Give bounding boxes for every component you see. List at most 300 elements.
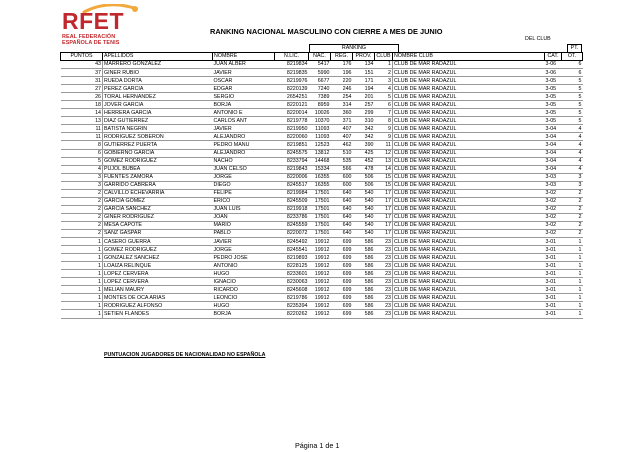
cell-ot: 5 [578, 93, 582, 100]
cell-nombre-club: CLUB DE MAR RADAZUL [393, 117, 545, 125]
cell-apellidos: GINER RUBIO [103, 69, 213, 77]
cell-nlic: 8219843 [286, 166, 308, 173]
cell-nombre-club: CLUB DE MAR RADAZUL [393, 173, 545, 181]
cell-prov: 342 [364, 125, 374, 132]
cell-apellidos: LOAIZA RELINQUE [103, 262, 213, 270]
cell-cat: 3-05 [545, 77, 557, 84]
table-row [61, 254, 583, 262]
cell-reg: 699 [342, 278, 352, 285]
cell-apellidos: GARCIA SANCHEZ [103, 205, 213, 213]
cell-ot: 1 [578, 246, 582, 253]
ranking-group-header: RANKING [309, 44, 399, 52]
cell-apellidos: SETIEN FLANDES [103, 310, 213, 318]
cell-nlic: 8235394 [286, 302, 308, 309]
cell-nac: 16355 [314, 182, 330, 189]
cell-puntos: 5 [98, 158, 101, 165]
col-puntos: PUNTOS [61, 53, 103, 61]
cell-club: 17 [385, 190, 391, 197]
cell-puntos: 3 [98, 182, 101, 189]
cell-prov: 540 [364, 230, 374, 237]
cell-nlic: 2654251 [286, 93, 308, 100]
table-row [61, 205, 583, 213]
cell-nac: 19912 [314, 238, 330, 245]
cell-apellidos: GOBIERNO GARCIA [103, 149, 213, 157]
cell-apellidos: HERRERA GARCIA [103, 109, 213, 117]
cell-puntos: 31 [95, 77, 101, 84]
cell-nlic: 8220060 [286, 133, 308, 140]
cell-prov: 299 [364, 109, 374, 116]
cell-prov: 201 [364, 93, 374, 100]
cell-nombre: RICARDO [213, 286, 238, 293]
logo-text: RFET [62, 8, 125, 34]
cell-cat: 3-01 [545, 310, 557, 317]
cell-reg: 640 [342, 198, 352, 205]
cell-reg: 246 [342, 85, 352, 92]
cell-puntos: 2 [98, 198, 101, 205]
cell-apellidos: MONTES DE OCA ARIAS [103, 294, 213, 302]
cell-apellidos: TORAL HERNANDEZ [103, 93, 213, 101]
cell-reg: 699 [342, 310, 352, 317]
cell-prov: 586 [364, 238, 374, 245]
cell-reg: 640 [342, 206, 352, 213]
cell-nombre-club: CLUB DE MAR RADAZUL [393, 141, 545, 149]
cell-prov: 171 [364, 77, 374, 84]
cell-club: 23 [385, 278, 391, 285]
cell-club: 23 [385, 254, 391, 261]
cell-reg: 640 [342, 230, 352, 237]
cell-nlic: 8233786 [286, 214, 308, 221]
cell-ot: 1 [578, 262, 582, 269]
cell-nlic: 8219976 [286, 77, 308, 84]
col-prov: PROV. [353, 53, 375, 61]
cell-nac: 17501 [314, 190, 330, 197]
cell-apellidos: MESA CAPOTE [103, 221, 213, 229]
cell-nombre-club: CLUB DE MAR RADAZUL [393, 181, 545, 189]
cell-nombre-club: CLUB DE MAR RADAZUL [393, 77, 545, 85]
cell-prov: 342 [364, 133, 374, 140]
cell-nombre: JAVIER [213, 125, 232, 132]
cell-cat: 3-01 [545, 254, 557, 261]
cell-prov: 478 [364, 166, 374, 173]
cell-ot: 3 [578, 182, 582, 189]
table-row [61, 221, 583, 229]
table-row [61, 61, 583, 69]
cell-ot: 4 [578, 166, 582, 173]
cell-prov: 506 [364, 174, 374, 181]
cell-puntos: 11 [95, 125, 101, 132]
page-title: RANKING NACIONAL MASCULINO CON CIERRE A MES DE JUNIO [210, 27, 443, 36]
col-nombre: NOMBRE [213, 53, 275, 61]
cell-nombre-club: CLUB DE MAR RADAZUL [393, 278, 545, 286]
cell-puntos: 1 [98, 278, 101, 285]
cell-reg: 196 [342, 69, 352, 76]
cell-club: 6 [388, 101, 391, 108]
cell-ot: 2 [578, 222, 582, 229]
cell-ot: 4 [578, 149, 582, 156]
cell-nombre: PABLO [213, 230, 231, 237]
cell-apellidos: GINER RODRIGUEZ [103, 213, 213, 221]
cell-club: 23 [385, 246, 391, 253]
cell-nac: 19912 [314, 302, 330, 309]
cell-nac: 17501 [314, 222, 330, 229]
cell-nombre: EDGAR [213, 85, 233, 92]
table-row [61, 77, 583, 85]
cell-cat: 3-02 [545, 214, 557, 221]
cell-club: 23 [385, 270, 391, 277]
table-row [61, 165, 583, 173]
table-header-row [61, 53, 583, 61]
table-row [61, 278, 583, 286]
cell-reg: 699 [342, 246, 352, 253]
cell-prov: 586 [364, 310, 374, 317]
table-row [61, 229, 583, 237]
cell-puntos: 37 [95, 69, 101, 76]
cell-nombre-club: CLUB DE MAR RADAZUL [393, 310, 545, 318]
cell-reg: 600 [342, 174, 352, 181]
cell-cat: 3-02 [545, 230, 557, 237]
cell-nac: 17501 [314, 230, 330, 237]
cell-prov: 586 [364, 254, 374, 261]
cell-prov: 310 [364, 117, 374, 124]
cell-cat: 3-01 [545, 262, 557, 269]
cell-ot: 5 [578, 109, 582, 116]
cell-nombre: LEONCIO [213, 294, 238, 301]
cell-club: 1 [388, 61, 391, 68]
table-row [61, 294, 583, 302]
cell-reg: 699 [342, 286, 352, 293]
cell-reg: 360 [342, 109, 352, 116]
logo-subtitle-2: ESPAÑOLA DE TENIS [62, 40, 120, 46]
table-row [61, 101, 583, 109]
cell-cat: 3-02 [545, 198, 557, 205]
cell-nombre: HUGO [213, 270, 230, 277]
cell-puntos: 6 [98, 149, 101, 156]
cell-apellidos: MARRERO GONZALEZ [103, 61, 213, 69]
table-row [61, 69, 583, 77]
cell-cat: 3-03 [545, 182, 557, 189]
cell-nombre: PEDRO JOSE [213, 254, 248, 261]
cell-ot: 4 [578, 141, 582, 148]
cell-nac: 16355 [314, 174, 330, 181]
cell-club: 4 [388, 85, 391, 92]
cell-reg: 407 [342, 125, 352, 132]
cell-nombre: ALEJANDRO [213, 133, 246, 140]
cell-nombre-club: CLUB DE MAR RADAZUL [393, 101, 545, 109]
cell-club: 5 [388, 93, 391, 100]
cell-ot: 6 [578, 69, 582, 76]
cell-nlic: 8220072 [286, 230, 308, 237]
cell-prov: 194 [364, 85, 374, 92]
cell-cat: 3-02 [545, 206, 557, 213]
table-row [61, 302, 583, 310]
cell-reg: 640 [342, 214, 352, 221]
cell-nombre: ANTONIO [213, 262, 238, 269]
cell-puntos: 1 [98, 254, 101, 261]
cell-club: 17 [385, 222, 391, 229]
cell-nac: 19912 [314, 254, 330, 261]
cell-nlic: 8219893 [286, 254, 308, 261]
table-row [61, 93, 583, 101]
cell-nac: 8959 [317, 101, 330, 108]
cell-club: 12 [385, 149, 391, 156]
table-row [61, 173, 583, 181]
cell-ot: 5 [578, 101, 582, 108]
cell-apellidos: GONZALEZ SANCHEZ [103, 254, 213, 262]
cell-nac: 12523 [314, 141, 330, 148]
cell-nombre-club: CLUB DE MAR RADAZUL [393, 61, 545, 69]
cell-nac: 7240 [317, 85, 330, 92]
cell-nac: 17501 [314, 214, 330, 221]
table-row [61, 109, 583, 117]
cell-nac: 14468 [314, 158, 330, 165]
cell-cat: 3-06 [545, 61, 557, 68]
cell-club: 11 [385, 141, 391, 148]
cell-nombre: FELIPE [213, 190, 232, 197]
cell-nombre-club: CLUB DE MAR RADAZUL [393, 165, 545, 173]
cell-cat: 3-04 [545, 158, 557, 165]
cell-apellidos: FUENTES ZAMORA [103, 173, 213, 181]
cell-nombre-club: CLUB DE MAR RADAZUL [393, 254, 545, 262]
cell-nombre: SERGIO [213, 93, 235, 100]
cell-nac: 7389 [317, 93, 330, 100]
cell-nlic: 8219950 [286, 125, 308, 132]
cell-nlic: 8228125 [286, 262, 308, 269]
cell-nombre: ALEJANDRO [213, 149, 246, 156]
cell-puntos: 11 [95, 133, 101, 140]
cell-cat: 3-02 [545, 190, 557, 197]
table-row [61, 125, 583, 133]
cell-nombre-club: CLUB DE MAR RADAZUL [393, 125, 545, 133]
cell-nlic: 8219834 [286, 61, 308, 68]
del-club-label: DEL CLUB [525, 36, 551, 42]
cell-nombre-club: CLUB DE MAR RADAZUL [393, 69, 545, 77]
cell-apellidos: GARCIA GOMEZ [103, 197, 213, 205]
pt-group-header: PT. [567, 44, 582, 52]
cell-nombre: JUAN LUIS [213, 206, 241, 213]
cell-puntos: 18 [95, 101, 101, 108]
cell-apellidos: PEREZ GARCIA [103, 85, 213, 93]
cell-reg: 176 [342, 61, 352, 68]
cell-prov: 506 [364, 182, 374, 189]
cell-club: 23 [385, 310, 391, 317]
cell-club: 23 [385, 302, 391, 309]
cell-club: 14 [385, 166, 391, 173]
cell-nombre: JUAN CELSO [213, 166, 247, 173]
cell-puntos: 14 [95, 109, 101, 116]
cell-nombre: ANTONIO E [213, 109, 243, 116]
cell-reg: 699 [342, 294, 352, 301]
table-row [61, 149, 583, 157]
cell-nlic: 8245541 [286, 246, 308, 253]
cell-reg: 640 [342, 190, 352, 197]
cell-nlic: 8219984 [286, 190, 308, 197]
cell-prov: 540 [364, 206, 374, 213]
cell-nac: 19912 [314, 278, 330, 285]
table-row [61, 189, 583, 197]
cell-club: 8 [388, 117, 391, 124]
table-row [61, 310, 583, 318]
cell-prov: 257 [364, 101, 374, 108]
cell-nombre: IGNACIO [213, 278, 236, 285]
cell-nlic: 8220006 [286, 174, 308, 181]
cell-apellidos: GARRIDO CABRERA [103, 181, 213, 189]
cell-cat: 3-05 [545, 93, 557, 100]
cell-cat: 3-05 [545, 85, 557, 92]
cell-ot: 4 [578, 133, 582, 140]
cell-nombre-club: CLUB DE MAR RADAZUL [393, 133, 545, 141]
cell-club: 23 [385, 238, 391, 245]
cell-prov: 390 [364, 141, 374, 148]
cell-nombre-club: CLUB DE MAR RADAZUL [393, 229, 545, 237]
cell-club: 17 [385, 198, 391, 205]
cell-club: 15 [385, 174, 391, 181]
cell-nlic: 8220121 [286, 101, 308, 108]
cell-nlic: 8220139 [286, 85, 308, 92]
cell-reg: 600 [342, 182, 352, 189]
cell-nombre: OSCAR [213, 77, 233, 84]
cell-ot: 1 [578, 254, 582, 261]
cell-puntos: 1 [98, 286, 101, 293]
cell-club: 9 [388, 125, 391, 132]
table-row [61, 197, 583, 205]
col-ot: OT. [562, 53, 583, 61]
cell-nombre-club: CLUB DE MAR RADAZUL [393, 286, 545, 294]
cell-puntos: 2 [98, 222, 101, 229]
cell-ot: 1 [578, 302, 582, 309]
cell-prov: 586 [364, 302, 374, 309]
cell-prov: 540 [364, 198, 374, 205]
cell-nombre-club: CLUB DE MAR RADAZUL [393, 85, 545, 93]
cell-nlic: 8245509 [286, 198, 308, 205]
cell-ot: 2 [578, 230, 582, 237]
cell-nombre: PEDRO MANU [213, 141, 250, 148]
cell-nac: 19912 [314, 246, 330, 253]
cell-puntos: 1 [98, 238, 101, 245]
table-row [61, 181, 583, 189]
cell-cat: 3-04 [545, 125, 557, 132]
cell-nombre: DIEGO [213, 182, 231, 189]
cell-nac: 10026 [314, 109, 330, 116]
cell-apellidos: RODRIGUEZ SOBERON [103, 133, 213, 141]
cell-nlic: 8233794 [286, 158, 308, 165]
cell-puntos: 43 [95, 61, 101, 68]
cell-nombre-club: CLUB DE MAR RADAZUL [393, 205, 545, 213]
cell-prov: 540 [364, 190, 374, 197]
cell-puntos: 2 [98, 206, 101, 213]
logo-subtitle-1: REAL FEDERACIÓN [62, 34, 116, 40]
cell-cat: 3-01 [545, 286, 557, 293]
cell-prov: 586 [364, 294, 374, 301]
cell-nombre: BORJA [213, 310, 232, 317]
cell-nlic: 8220014 [286, 109, 308, 116]
cell-reg: 699 [342, 302, 352, 309]
col-club: CLUB [376, 53, 391, 60]
cell-nombre-club: CLUB DE MAR RADAZUL [393, 246, 545, 254]
cell-nombre: JORGE [213, 246, 232, 253]
cell-nombre-club: CLUB DE MAR RADAZUL [393, 221, 545, 229]
cell-nombre: JOAN [213, 214, 228, 221]
cell-puntos: 1 [98, 294, 101, 301]
cell-apellidos: CASERO GUERRA [103, 238, 213, 246]
cell-ot: 4 [578, 125, 582, 132]
cell-nombre-club: CLUB DE MAR RADAZUL [393, 270, 545, 278]
cell-ot: 1 [578, 270, 582, 277]
table-row [61, 157, 583, 165]
cell-nac: 5417 [317, 61, 330, 68]
cell-club: 15 [385, 182, 391, 189]
cell-nombre: MARIO [213, 222, 231, 229]
cell-nombre-club: CLUB DE MAR RADAZUL [393, 262, 545, 270]
cell-puntos: 4 [98, 166, 101, 173]
cell-ot: 5 [578, 85, 582, 92]
cell-apellidos: GOMEZ RODRIGUEZ [103, 157, 213, 165]
cell-cat: 3-04 [545, 166, 557, 173]
cell-nac: 10370 [314, 117, 330, 124]
table-row [61, 85, 583, 93]
cell-club: 3 [388, 77, 391, 84]
table-row [61, 117, 583, 125]
cell-reg: 220 [342, 77, 352, 84]
cell-reg: 314 [342, 101, 352, 108]
cell-nombre-club: CLUB DE MAR RADAZUL [393, 157, 545, 165]
cell-nac: 19912 [314, 286, 330, 293]
cell-ot: 3 [578, 174, 582, 181]
table-row [61, 270, 583, 278]
cell-nombre-club: CLUB DE MAR RADAZUL [393, 197, 545, 205]
cell-ot: 1 [578, 294, 582, 301]
cell-apellidos: DIAZ GUTIERREZ [103, 117, 213, 125]
cell-prov: 586 [364, 262, 374, 269]
cell-club: 23 [385, 286, 391, 293]
cell-reg: 699 [342, 270, 352, 277]
cell-club: 9 [388, 133, 391, 140]
cell-reg: 407 [342, 133, 352, 140]
cell-apellidos: GOMEZ RODRIGUEZ [103, 246, 213, 254]
cell-nlic: 8233601 [286, 270, 308, 277]
cell-puntos: 2 [98, 214, 101, 221]
cell-puntos: 8 [98, 141, 101, 148]
cell-ot: 1 [578, 286, 582, 293]
cell-reg: 462 [342, 141, 352, 148]
cell-ot: 1 [578, 310, 582, 317]
cell-prov: 452 [364, 158, 374, 165]
cell-puntos: 27 [95, 85, 101, 92]
cell-nlic: 8219835 [286, 69, 308, 76]
cell-cat: 3-01 [545, 238, 557, 245]
cell-nombre-club: CLUB DE MAR RADAZUL [393, 238, 545, 246]
cell-cat: 3-01 [545, 302, 557, 309]
cell-reg: 371 [342, 117, 352, 124]
cell-nombre-club: CLUB DE MAR RADAZUL [393, 93, 545, 101]
cell-puntos: 2 [98, 230, 101, 237]
table-row [61, 141, 583, 149]
cell-cat: 3-04 [545, 141, 557, 148]
cell-nac: 19912 [314, 310, 330, 317]
cell-reg: 510 [342, 149, 352, 156]
cell-nombre-club: CLUB DE MAR RADAZUL [393, 302, 545, 310]
cell-cat: 3-05 [545, 117, 557, 124]
cell-cat: 3-04 [545, 149, 557, 156]
page-number: Página 1 de 1 [295, 441, 340, 450]
col-cat: CAT. [545, 53, 562, 61]
footnote-non-spanish: PUNTUACION JUGADORES DE NACIONALIDAD NO ESPAÑOLA [104, 352, 266, 358]
cell-club: 2 [388, 69, 391, 76]
cell-puntos: 1 [98, 246, 101, 253]
cell-ot: 5 [578, 117, 582, 124]
table-row [61, 213, 583, 221]
cell-cat: 3-01 [545, 246, 557, 253]
cell-nombre: JUAN ALBER [213, 61, 246, 68]
